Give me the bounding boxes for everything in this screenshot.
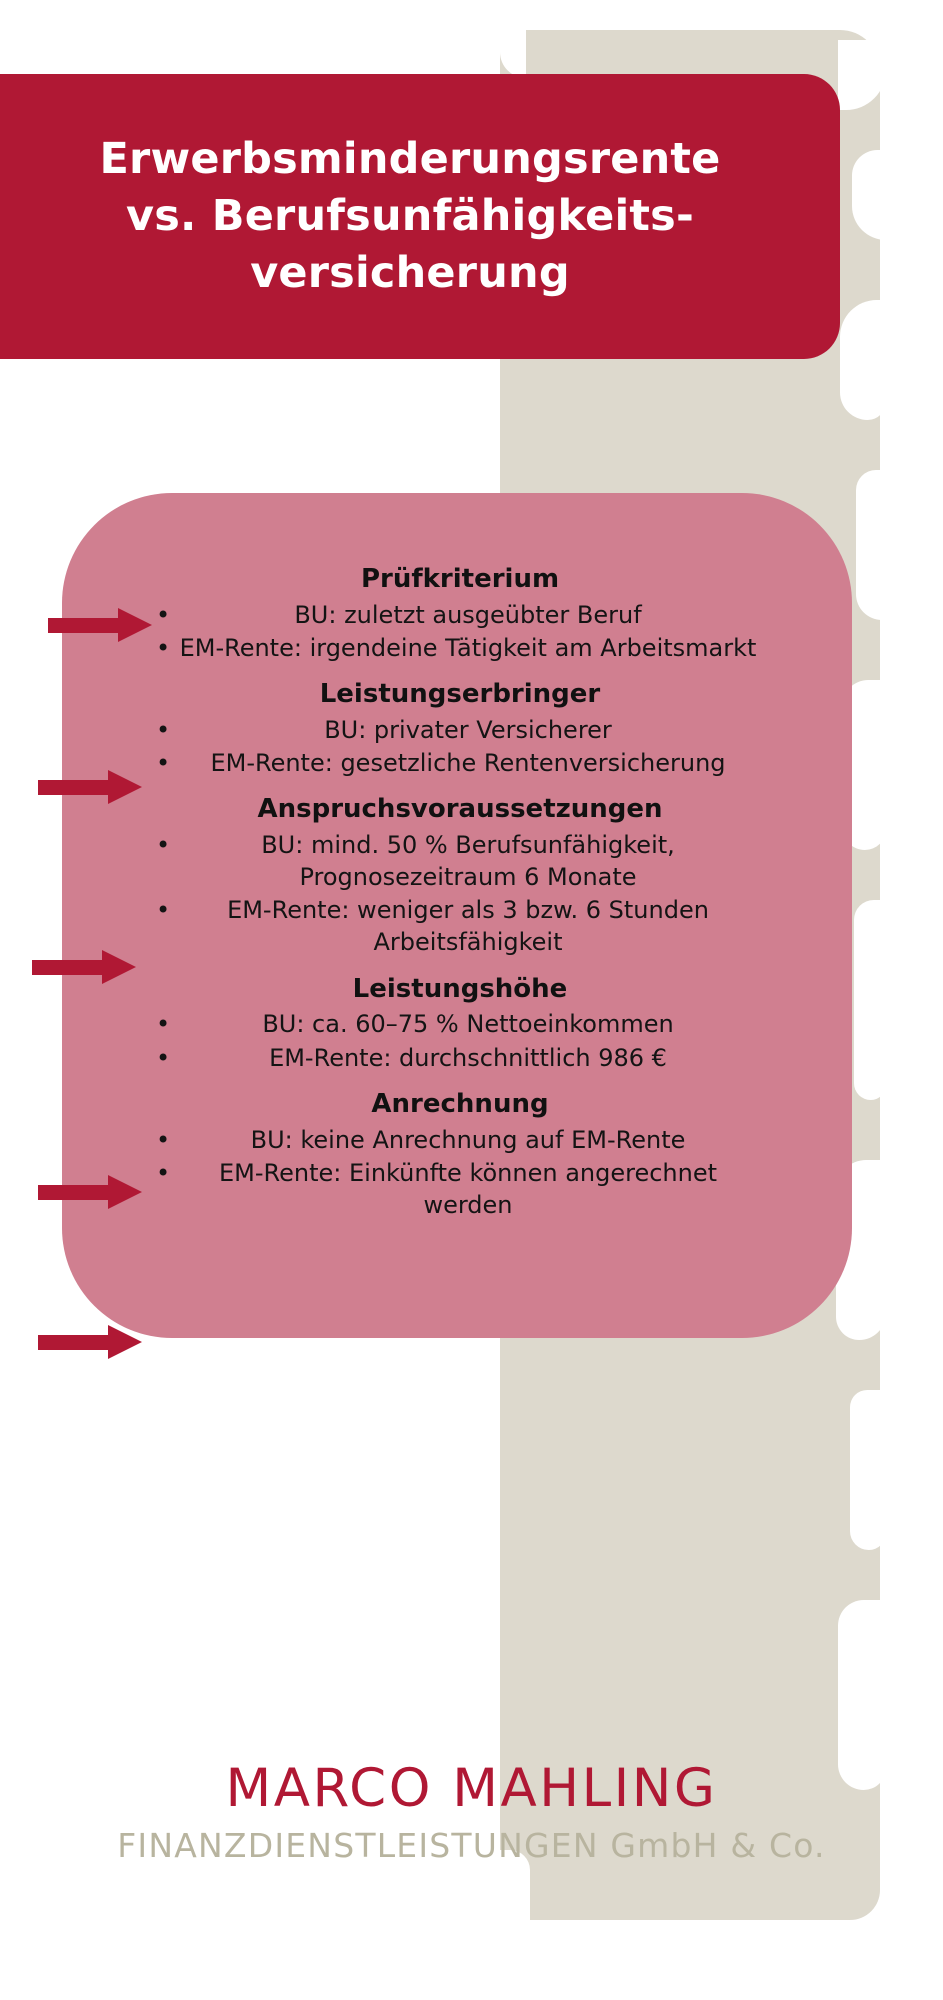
page-title-line-1: Erwerbsminderungsrente [99, 133, 721, 184]
arrow-shaft [38, 1185, 112, 1200]
beige-stroke-notch [850, 1390, 886, 1550]
section-leistungserbringer [130, 678, 790, 779]
list-item: • BU: mind. 50 % Berufsunfähigkeit, Prognosezeitraum 6 Monate [130, 829, 790, 893]
section-bullet-list [130, 714, 790, 779]
footer-logo [0, 1760, 943, 1866]
list-item: • EM-Rente: irgendeine Tätigkeit am Arbeitsmarkt [130, 632, 790, 664]
beige-stroke-notch [856, 470, 886, 620]
section-anspruchsvoraussetzungen [130, 793, 790, 958]
section-pruefkriterium [130, 563, 790, 664]
beige-stroke-notch [840, 300, 886, 420]
list-item: • EM-Rente: weniger als 3 bzw. 6 Stunden Arbeitsfähigkeit [130, 894, 790, 958]
brand-subtitle: FINANZDIENSTLEISTUNGEN GmbH & Co. [117, 1826, 826, 1866]
comparison-sections [130, 563, 790, 1235]
list-item: • BU: privater Versicherer [130, 714, 790, 746]
arrow-icon [38, 1325, 150, 1359]
page-title [99, 131, 720, 303]
section-bullet-list [130, 1124, 790, 1221]
section-anrechnung [130, 1088, 790, 1221]
section-bullet-list [130, 829, 790, 959]
brand-name: MARCO MAHLING [225, 1758, 718, 1819]
arrow-shaft [38, 1335, 112, 1350]
page-title-line-3: versicherung [250, 248, 570, 299]
title-banner [0, 74, 840, 359]
section-bullet-list [130, 1008, 790, 1073]
list-item: • EM-Rente: Einkünfte können angerechnet werden [130, 1157, 790, 1221]
section-heading: Anrechnung [371, 1088, 549, 1119]
section-heading: Anspruchsvoraussetzungen [257, 794, 663, 825]
section-bullet-list [130, 599, 790, 664]
arrow-head [108, 1325, 142, 1359]
list-item: • EM-Rente: gesetzliche Rentenversicherung [130, 747, 790, 779]
arrow-shaft [38, 780, 112, 795]
section-heading: Prüfkriterium [360, 564, 560, 594]
section-leistungshoehe [130, 973, 790, 1074]
page-title-line-2: vs. Berufsunfähigkeits- [125, 190, 694, 241]
list-item: • BU: keine Anrechnung auf EM-Rente [130, 1124, 790, 1156]
arrow-shaft [32, 960, 106, 975]
arrow-icon [32, 950, 144, 984]
list-item: • BU: zuletzt ausgeübter Beruf [130, 599, 790, 631]
list-item: • BU: ca. 60–75 % Nettoeinkommen [130, 1008, 790, 1040]
arrow-shaft [48, 618, 122, 633]
list-item: • EM-Rente: durchschnittlich 986 € [130, 1042, 790, 1074]
beige-stroke-notch [854, 900, 886, 1100]
section-heading: Leistungserbringer [319, 679, 601, 710]
section-heading: Leistungshöhe [352, 973, 568, 1004]
